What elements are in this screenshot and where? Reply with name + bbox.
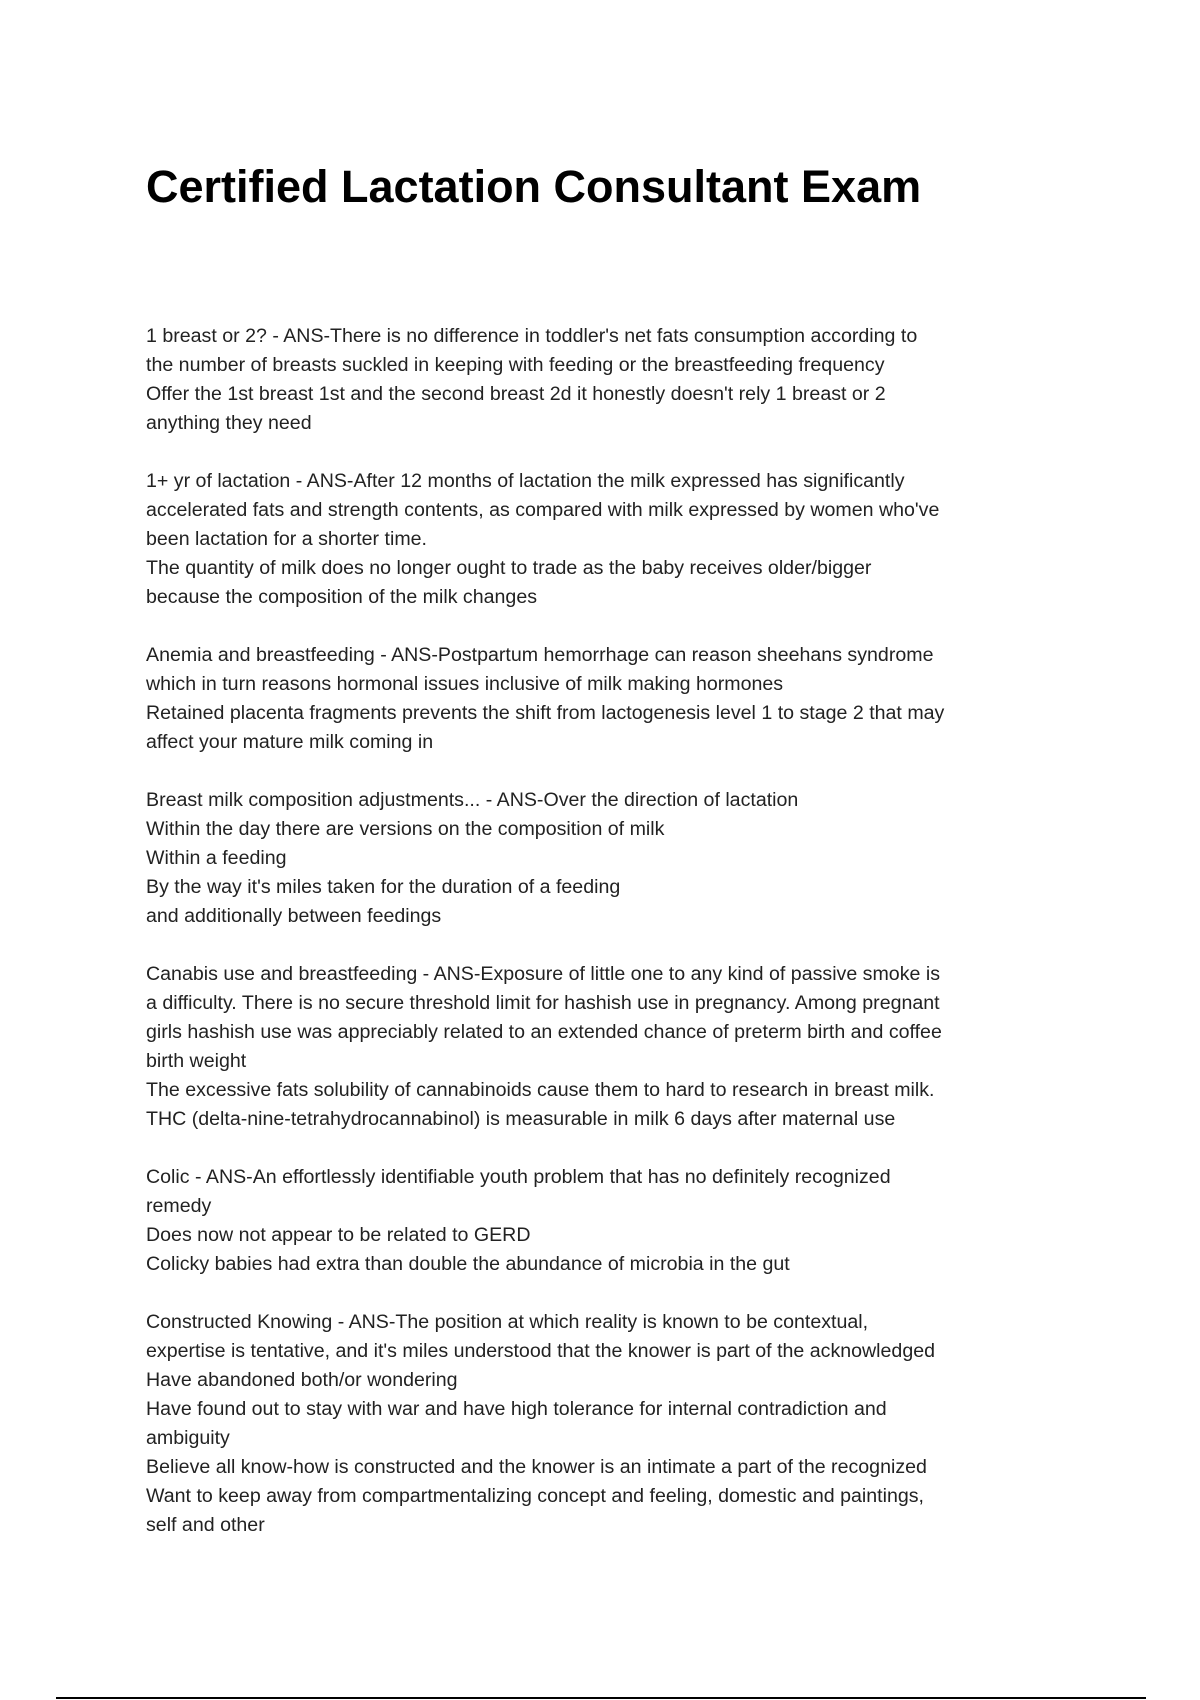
qa-entry bbox=[146, 1308, 1076, 1540]
entry-line: self and other bbox=[146, 1514, 265, 1536]
entry-line: the number of breasts suckled in keeping with feeding or the breastfeeding frequency bbox=[146, 354, 885, 376]
entry-line: Does now not appear to be related to GERD bbox=[146, 1224, 531, 1246]
qa-entry bbox=[146, 1163, 1076, 1279]
entry-line: Offer the 1st breast 1st and the second breast 2d it honestly doesn't rely 1 breast or 2 bbox=[146, 383, 886, 405]
qa-entry bbox=[146, 467, 1076, 612]
entry-line: Within the day there are versions on the composition of milk bbox=[146, 818, 665, 840]
entry-line: because the composition of the milk changes bbox=[146, 586, 538, 608]
entry-line: Have abandoned both/or wondering bbox=[146, 1369, 458, 1391]
qa-entry bbox=[146, 960, 1076, 1134]
entry-line: Have found out to stay with war and have high tolerance for internal contradiction and bbox=[146, 1398, 887, 1420]
entry-line: The quantity of milk does no longer ought to trade as the baby receives older/bigger bbox=[146, 557, 872, 579]
entry-line: affect your mature milk coming in bbox=[146, 731, 434, 753]
entry-line: expertise is tentative, and it's miles understood that the knower is part of the acknowledged bbox=[146, 1340, 936, 1362]
entry-line: girls hashish use was appreciably related to an extended chance of preterm birth and coffee bbox=[146, 1021, 942, 1043]
entry-line: a difficulty. There is no secure threshold limit for hashish use in pregnancy. Among pregnant bbox=[146, 992, 940, 1014]
entry-line: Colic - ANS-An effortlessly identifiable youth problem that has no definitely recognized bbox=[146, 1166, 891, 1188]
entry-line: accelerated fats and strength contents, as compared with milk expressed by women who've bbox=[146, 499, 940, 521]
entry-line: Colicky babies had extra than double the abundance of microbia in the gut bbox=[146, 1253, 790, 1275]
entry-line: 1 breast or 2? - ANS-There is no difference in toddler's net fats consumption according to bbox=[146, 325, 918, 347]
qa-entry bbox=[146, 641, 1076, 757]
entry-line: Canabis use and breastfeeding - ANS-Exposure of little one to any kind of passive smoke is bbox=[146, 963, 940, 985]
entry-line: THC (delta-nine-tetrahydrocannabinol) is measurable in milk 6 days after maternal use bbox=[146, 1108, 896, 1130]
entry-line: birth weight bbox=[146, 1050, 247, 1072]
qa-entry-list bbox=[146, 322, 1076, 1569]
qa-entry bbox=[146, 786, 1076, 931]
page-bottom-rule bbox=[56, 1697, 1146, 1699]
entry-line: been lactation for a shorter time. bbox=[146, 528, 427, 550]
entry-line: remedy bbox=[146, 1195, 212, 1217]
entry-line: anything they need bbox=[146, 412, 312, 434]
entry-line: Within a feeding bbox=[146, 847, 287, 869]
document-title: Certified Lactation Consultant Exam bbox=[146, 161, 922, 212]
entry-line: The excessive fats solubility of cannabinoids cause them to hard to research in breast milk. bbox=[146, 1079, 935, 1101]
entry-line: and additionally between feedings bbox=[146, 905, 442, 927]
entry-line: Want to keep away from compartmentalizing concept and feeling, domestic and paintings, bbox=[146, 1485, 924, 1507]
entry-line: Retained placenta fragments prevents the shift from lactogenesis level 1 to stage 2 that may bbox=[146, 702, 945, 724]
entry-line: which in turn reasons hormonal issues inclusive of milk making hormones bbox=[146, 673, 784, 695]
entry-line: Breast milk composition adjustments... - ANS-Over the direction of lactation bbox=[146, 789, 799, 811]
entry-line: ambiguity bbox=[146, 1427, 230, 1449]
entry-line: 1+ yr of lactation - ANS-After 12 months of lactation the milk expressed has significantly bbox=[146, 470, 905, 492]
qa-entry bbox=[146, 322, 1076, 438]
entry-line: By the way it's miles taken for the duration of a feeding bbox=[146, 876, 621, 898]
entry-line: Believe all know-how is constructed and the knower is an intimate a part of the recognized bbox=[146, 1456, 927, 1478]
entry-line: Anemia and breastfeeding - ANS-Postpartum hemorrhage can reason sheehans syndrome bbox=[146, 644, 934, 666]
entry-line: Constructed Knowing - ANS-The position at which reality is known to be contextual, bbox=[146, 1311, 869, 1333]
